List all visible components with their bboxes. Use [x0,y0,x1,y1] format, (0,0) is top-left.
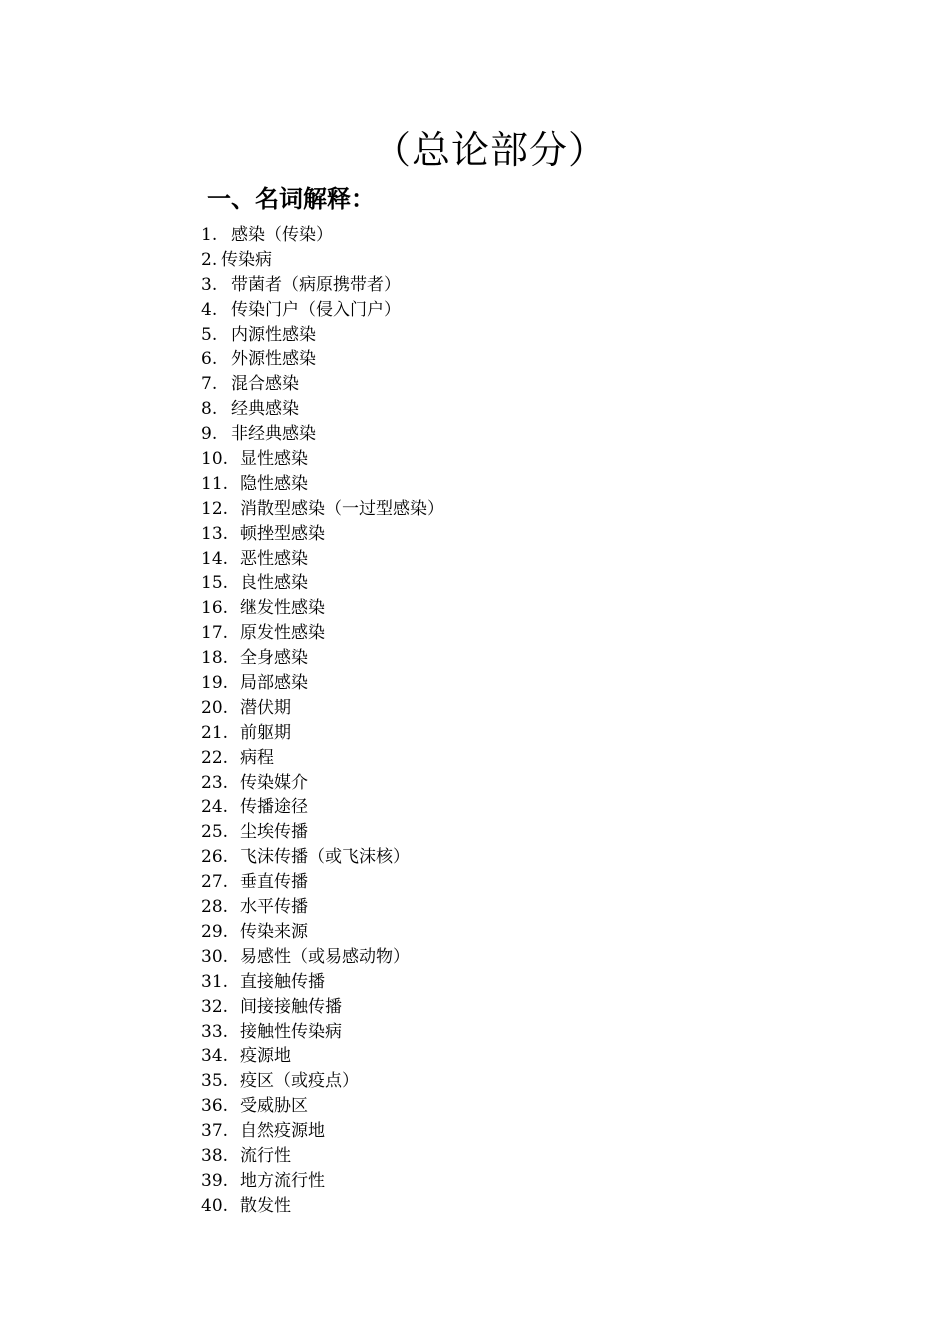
term-number: 33. [201,1021,229,1042]
term-number: 40. [201,1195,229,1216]
list-item [201,447,444,472]
term-text: 带菌者（病原携带者） [231,274,401,295]
term-number: 37. [201,1121,229,1142]
term-text: 地方流行性 [240,1170,325,1191]
list-item [201,522,444,547]
term-text: 传染病 [221,249,272,270]
list-item [201,547,444,572]
list-item [201,621,444,646]
list-item [201,820,444,845]
term-number: 21. [201,722,229,743]
list-item [201,945,444,970]
term-number: 18. [201,648,229,669]
term-number: 23. [201,772,229,793]
list-item [201,571,444,596]
list-item [201,347,444,372]
term-text: 飞沫传播（或飞沫核） [240,847,410,868]
list-item [201,298,444,323]
term-text: 内源性感染 [231,324,316,345]
list-item [201,1119,444,1144]
term-text: 原发性感染 [240,623,325,644]
term-text: 病程 [240,747,274,768]
term-text: 散发性 [240,1195,291,1216]
term-number: 36. [201,1096,229,1117]
list-item [201,223,444,248]
list-item [201,845,444,870]
list-item [201,995,444,1020]
term-number: 26. [201,847,229,868]
list-item [201,472,444,497]
section-heading: 一、名词解释： [207,185,375,213]
list-item [201,397,444,422]
list-item [201,1094,444,1119]
term-text: 继发性感染 [240,598,325,619]
term-text: 垂直传播 [240,872,308,893]
term-text: 水平传播 [240,897,308,918]
list-item [201,1044,444,1069]
term-text: 感染（传染） [231,225,333,245]
list-item [201,1069,444,1094]
term-text: 传播途径 [240,797,308,818]
term-text: 直接触传播 [240,971,325,992]
term-number: 38. [201,1145,229,1166]
term-text: 疫区（或疫点） [240,1071,359,1092]
term-list [201,223,444,1219]
list-item [201,273,444,298]
term-number: 34. [201,1046,229,1067]
list-item [201,970,444,995]
term-text: 易感性（或易感动物） [240,946,410,967]
term-text: 非经典感染 [231,424,316,445]
term-number: 3. [201,274,218,295]
term-number: 6. [201,349,218,370]
list-item [201,795,444,820]
term-number: 12. [201,498,229,519]
term-number: 35. [201,1071,229,1092]
term-text: 局部感染 [240,673,308,694]
list-item [201,1020,444,1045]
list-item [201,596,444,621]
term-number: 13. [201,523,229,544]
term-number: 20. [201,697,229,718]
term-text: 外源性感染 [231,349,316,370]
term-number: 5. [201,324,218,345]
term-text: 尘埃传播 [240,822,308,843]
list-item [201,671,444,696]
term-text: 传染媒介 [240,772,308,793]
term-text: 显性感染 [240,449,308,470]
term-number: 15. [201,573,229,594]
term-text: 全身感染 [240,648,308,669]
term-number: 14. [201,548,229,569]
term-number: 19. [201,673,229,694]
list-item [201,771,444,796]
term-number: 31. [201,971,229,992]
list-item [201,1194,444,1219]
term-text: 间接接触传播 [240,996,342,1017]
term-number: 32. [201,996,229,1017]
term-number: 24. [201,797,229,818]
term-text: 隐性感染 [240,473,308,494]
term-number: 25. [201,822,229,843]
term-number: 22. [201,747,229,768]
term-number: 30. [201,946,229,967]
term-text: 混合感染 [231,374,299,395]
term-text: 顿挫型感染 [240,523,325,544]
term-number: 7. [201,374,218,395]
term-number: 9. [201,424,218,445]
list-item [201,248,444,273]
term-text: 流行性 [240,1145,291,1166]
term-text: 接触性传染病 [240,1021,342,1042]
list-item [201,870,444,895]
term-number: 2. [201,249,218,270]
term-text: 传染门户（侵入门户） [231,299,401,320]
list-item [201,646,444,671]
term-number: 1. [201,225,218,245]
term-number: 8. [201,399,218,420]
page-title: （总论部分） [372,128,607,172]
term-text: 自然疫源地 [240,1121,325,1142]
list-item [201,920,444,945]
term-text: 良性感染 [240,573,308,594]
term-number: 27. [201,872,229,893]
list-item [201,746,444,771]
list-item [201,696,444,721]
list-item [201,372,444,397]
list-item [201,1144,444,1169]
term-number: 39. [201,1170,229,1191]
list-item [201,895,444,920]
term-number: 4. [201,299,218,320]
term-text: 前躯期 [240,722,291,743]
list-item [201,422,444,447]
term-text: 恶性感染 [240,548,308,569]
term-text: 受威胁区 [240,1096,308,1117]
term-number: 10. [201,449,229,470]
term-text: 传染来源 [240,921,308,942]
term-text: 消散型感染（一过型感染） [240,498,444,519]
list-item [201,497,444,522]
list-item [201,721,444,746]
term-number: 28. [201,897,229,918]
term-text: 潜伏期 [240,697,291,718]
list-item [201,1169,444,1194]
term-number: 16. [201,598,229,619]
term-number: 17. [201,623,229,644]
term-text: 经典感染 [231,399,299,420]
term-number: 11. [201,473,229,494]
term-number: 29. [201,921,229,942]
list-item [201,323,444,348]
term-text: 疫源地 [240,1046,291,1067]
